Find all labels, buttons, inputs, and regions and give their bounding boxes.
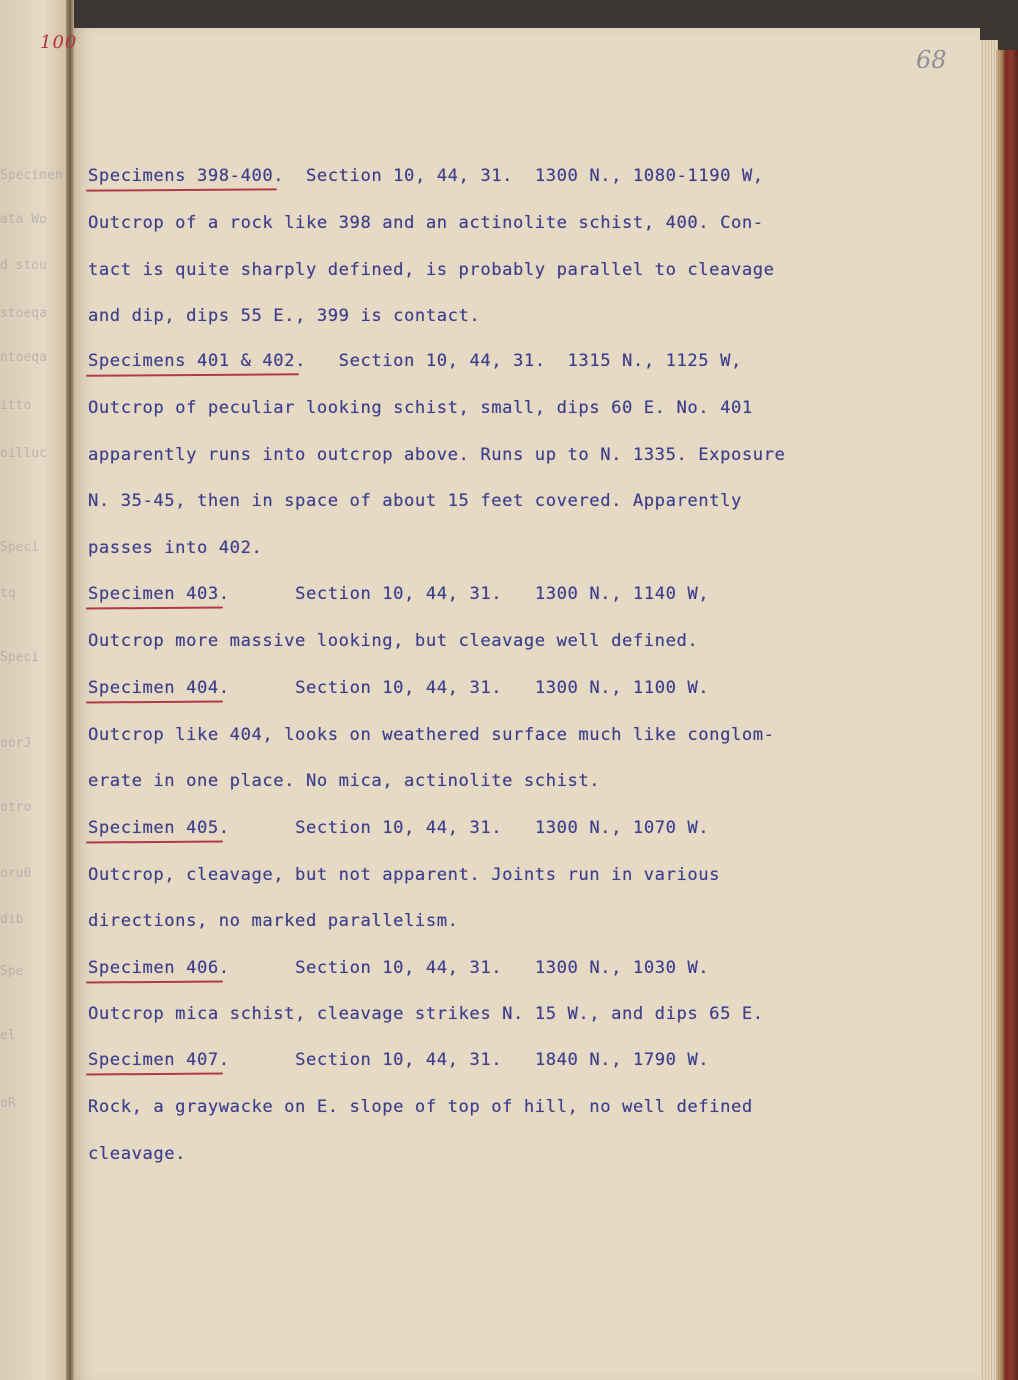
facing-page-bleed: dib <box>0 912 24 927</box>
section-ref: Section 10, 44, 31. <box>295 958 503 978</box>
entry-text-line: and dip, dips 55 E., 399 is contact. <box>88 306 481 326</box>
specimen-label: Specimen 406 <box>88 958 219 978</box>
page-number: 68 <box>916 46 947 74</box>
entry-text-line: apparently runs into outcrop above. Runs up to N. 1335. Exposure <box>88 445 786 465</box>
entry-text-line: Outcrop, cleavage, but not apparent. Joints run in various <box>88 865 721 885</box>
facing-page-bleed: stoeqa <box>0 306 47 321</box>
facing-page-bleed: oru0 <box>0 866 32 881</box>
entry-heading: Specimen 403. Section 10, 44, 31. 1300 N., 1140 W, <box>88 584 710 604</box>
book-spine <box>66 0 74 1380</box>
location-ref: 1315 N., 1125 W, <box>567 351 742 371</box>
book-cover-edge <box>996 50 1018 1380</box>
facing-page-bleed: ata Wo <box>0 212 47 227</box>
section-ref: Section 10, 44, 31. <box>295 584 503 604</box>
facing-page-bleed: itto <box>0 398 32 413</box>
location-ref: 1300 N., 1080-1190 W, <box>534 166 764 186</box>
facing-page-bleed: oR <box>0 1096 16 1111</box>
section-ref: Section 10, 44, 31. <box>338 351 546 371</box>
entry-heading: Specimen 406. Section 10, 44, 31. 1300 N., 1030 W. <box>88 958 710 978</box>
entry-text-line: passes into 402. <box>88 538 263 558</box>
facing-page-bleed: el <box>0 1028 16 1043</box>
specimen-label: Specimen 403 <box>88 584 219 604</box>
specimen-label: Specimens 401 & 402 <box>88 351 296 371</box>
entry-heading: Specimen 407. Section 10, 44, 31. 1840 N., 1790 W. <box>88 1050 710 1070</box>
facing-page-bleed: d stou <box>0 258 47 273</box>
entry-text-line: Outcrop like 404, looks on weathered surface much like conglom- <box>88 725 775 745</box>
entry-text-line: cleavage. <box>88 1144 187 1164</box>
specimen-label: Specimen 405 <box>88 818 219 838</box>
entry-heading: Specimens 398-400. Section 10, 44, 31. 1300 N., 1080-1190 W, <box>88 166 764 186</box>
specimen-label: Specimen 407 <box>88 1050 219 1070</box>
section-ref: Section 10, 44, 31. <box>305 166 514 186</box>
specimen-label: Specimens 398-400 <box>88 166 274 186</box>
location-ref: 1840 N., 1790 W. <box>534 1050 710 1070</box>
location-ref: 1300 N., 1100 W. <box>534 678 710 698</box>
facing-page <box>0 0 72 1380</box>
entry-text-line: erate in one place. No mica, actinolite schist. <box>88 771 601 791</box>
facing-page-bleed: otro <box>0 800 32 815</box>
section-ref: Section 10, 44, 31. <box>295 678 503 698</box>
facing-page-bleed: Specimen <box>0 168 63 183</box>
section-ref: Section 10, 44, 31. <box>295 818 503 838</box>
entry-text-line: Outcrop of a rock like 398 and an actinolite schist, 400. Con- <box>88 213 764 233</box>
entry-heading: Specimen 405. Section 10, 44, 31. 1300 N., 1070 W. <box>88 818 710 838</box>
corner-mark: 100 <box>40 32 78 53</box>
entry-text-line: N. 35-45, then in space of about 15 feet covered. Apparently <box>88 491 742 511</box>
facing-page-bleed: tq <box>0 586 16 601</box>
entry-text-line: Outcrop more massive looking, but cleavage well defined. <box>88 631 699 651</box>
facing-page-bleed: oilluc <box>0 446 47 461</box>
entry-text-line: tact is quite sharply defined, is probably parallel to cleavage <box>88 260 775 280</box>
specimen-label: Specimen 404 <box>88 678 219 698</box>
facing-page-bleed: Speci <box>0 540 40 555</box>
section-ref: Section 10, 44, 31. <box>295 1050 503 1070</box>
facing-page-bleed: Speci <box>0 650 40 665</box>
location-ref: 1300 N., 1140 W, <box>534 584 710 604</box>
entry-heading: Specimens 401 & 402. Section 10, 44, 31. 1315 N., 1125 W, <box>88 351 742 371</box>
entry-text-line: Rock, a graywacke on E. slope of top of hill, no well defined <box>88 1097 753 1117</box>
facing-page-bleed: oorJ <box>0 736 32 751</box>
location-ref: 1300 N., 1030 W. <box>534 958 710 978</box>
facing-page-bleed: Spe <box>0 964 24 979</box>
location-ref: 1300 N., 1070 W. <box>534 818 710 838</box>
entry-heading: Specimen 404. Section 10, 44, 31. 1300 N., 1100 W. <box>88 678 710 698</box>
entry-text-line: directions, no marked parallelism. <box>88 911 459 931</box>
entry-text-line: Outcrop mica schist, cleavage strikes N. 15 W., and dips 65 E. <box>88 1004 764 1024</box>
entry-text-line: Outcrop of peculiar looking schist, small, dips 60 E. No. 401 <box>88 398 753 418</box>
facing-page-bleed: ntoeqa <box>0 350 47 365</box>
